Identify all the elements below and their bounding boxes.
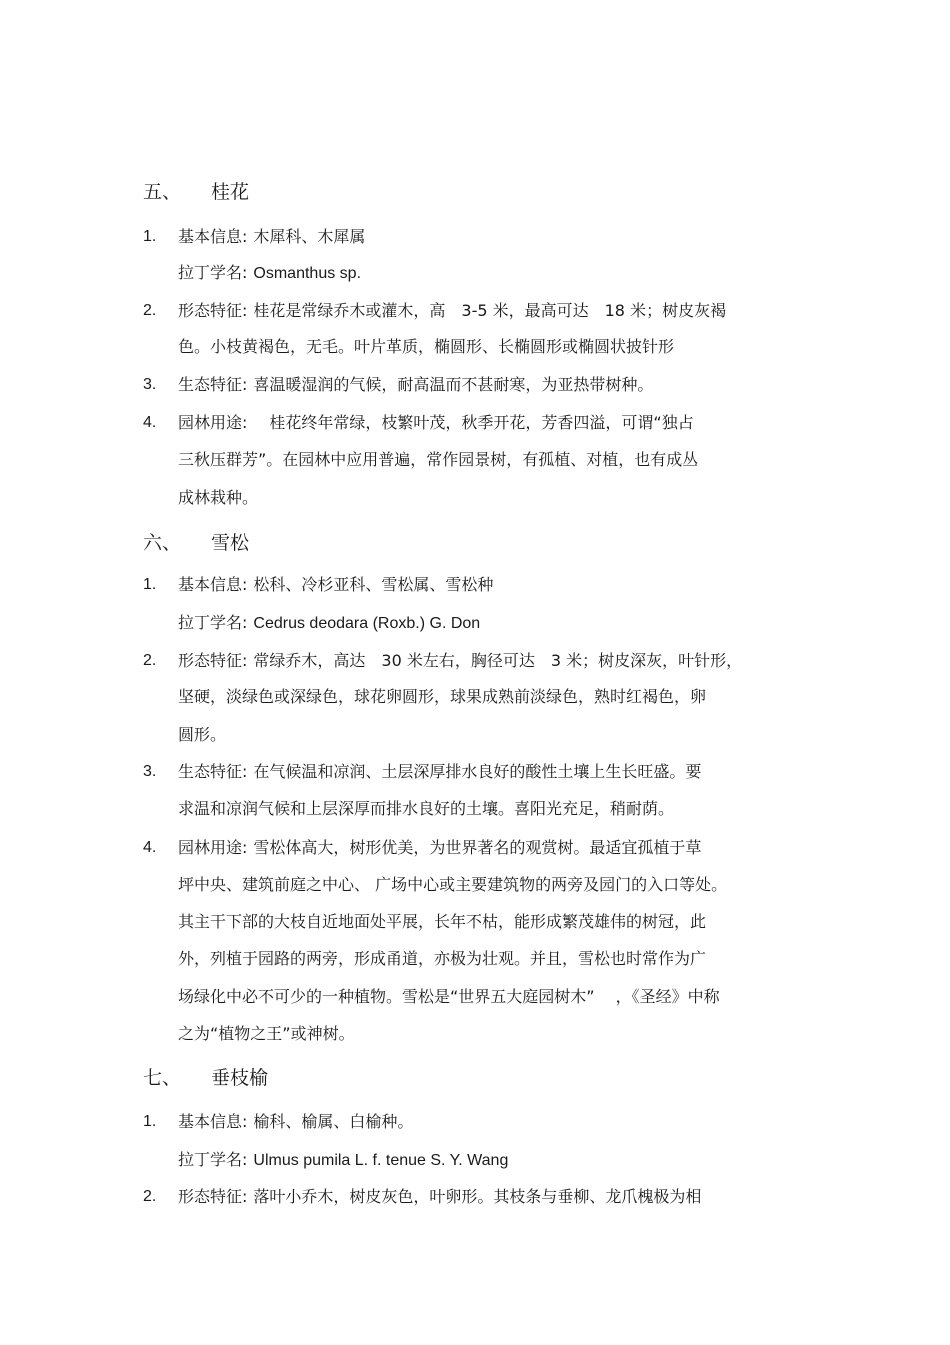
- text-line: 坪中央、建筑前庭之中心、 广场中心或主要建筑物的两旁及园门的入口等处。: [178, 875, 728, 894]
- text-line: [178, 1111, 413, 1133]
- text-line: [178, 761, 701, 783]
- section-title: [143, 1066, 268, 1090]
- item-text: 松科、冷杉亚科、雪松属、雪松种: [253, 575, 494, 594]
- item-label: 拉丁学名:: [178, 1150, 248, 1169]
- item-number: 3.: [143, 763, 157, 780]
- text-line: [178, 612, 480, 635]
- text-line: 场绿化中必不可少的一种植物。雪松是“世界五大庭园树木” ，《圣经》中称: [178, 987, 720, 1006]
- item-number: 1.: [143, 576, 157, 593]
- item-text: 榆科、榆属、白榆种。: [253, 1112, 414, 1131]
- text-line: [178, 574, 493, 596]
- item-number: 4.: [143, 839, 157, 856]
- text-line: [178, 374, 653, 396]
- item-label: 园林用途:: [178, 413, 248, 432]
- text-line: 色。小枝黄褐色，无毛。叶片革质，椭圆形、长椭圆形或椭圆状披针形: [178, 337, 675, 356]
- item-number: 2.: [143, 652, 157, 669]
- item-number: 2.: [143, 302, 157, 319]
- item-label: 生态特征:: [178, 762, 248, 781]
- item-label: 基本信息:: [178, 227, 248, 246]
- latin-name: Osmanthus sp.: [253, 265, 362, 282]
- section-number: 六、: [143, 532, 182, 554]
- text-line: [178, 1186, 701, 1208]
- section-title: [143, 180, 249, 204]
- item-label: 基本信息:: [178, 1112, 248, 1131]
- item-text: 在气候温和凉润、土层深厚排水良好的酸性土壤上生长旺盛。要: [253, 762, 702, 781]
- item-text: 木犀科、木犀属: [253, 227, 366, 246]
- text-line: 其主干下部的大枝自近地面处平展，长年不枯，能形成繁茂雄伟的树冠，此: [178, 912, 707, 931]
- item-label: 形态特征:: [178, 651, 248, 670]
- text-line: [178, 412, 694, 434]
- item-label: 生态特征:: [178, 375, 248, 394]
- text-line: [178, 300, 726, 322]
- section-title: [143, 531, 249, 555]
- text-line: [178, 1149, 508, 1172]
- latin-name: Cedrus deodara (Roxb.) G. Don: [253, 615, 481, 632]
- item-label: 基本信息:: [178, 575, 248, 594]
- item-label: 形态特征:: [178, 1187, 248, 1206]
- text-line: 求温和凉润气候和上层深厚而排水良好的土壤。喜阳光充足，稍耐荫。: [178, 799, 675, 818]
- section-heading: 雪松: [211, 532, 250, 554]
- text-line: [178, 226, 365, 248]
- item-label: 拉丁学名:: [178, 613, 248, 632]
- item-text: 桂花终年常绿，枝繁叶茂，秋季开花，芳香四溢，可谓“独占: [253, 413, 694, 432]
- text-line: [178, 262, 361, 285]
- text-line: 三秋压群芳”。在园林中应用普遍，常作园景树，有孤植、对植，也有成丛: [178, 450, 699, 469]
- text-line: [178, 650, 742, 672]
- item-text: 桂花是常绿乔木或灌木，高 3-5 米，最高可达 18 米；树皮灰褐: [253, 301, 727, 320]
- item-text: 喜温暖湿润的气候，耐高温而不甚耐寒，为亚热带树种。: [253, 375, 654, 394]
- text-line: 外，列植于园路的两旁，形成甬道，亦极为壮观。并且，雪松也时常作为广: [178, 949, 707, 968]
- item-number: 3.: [143, 376, 157, 393]
- section-number: 五、: [143, 181, 182, 203]
- item-number: 1.: [143, 228, 157, 245]
- section-heading: 垂枝榆: [211, 1067, 269, 1089]
- item-number: 4.: [143, 414, 157, 431]
- text-line: [178, 837, 701, 859]
- section-heading: 桂花: [211, 181, 250, 203]
- item-label: 拉丁学名:: [178, 263, 248, 282]
- item-number: 1.: [143, 1113, 157, 1130]
- text-line: 坚硬，淡绿色或深绿色，球花卵圆形，球果成熟前淡绿色，熟时红褐色，卵: [178, 687, 707, 706]
- item-text: 落叶小乔木，树皮灰色，叶卵形。其枝条与垂柳、龙爪槐极为相: [253, 1187, 702, 1206]
- item-label: 园林用途:: [178, 838, 248, 857]
- latin-name: Ulmus pumila L. f. tenue S. Y. Wang: [253, 1152, 509, 1169]
- item-label: 形态特征:: [178, 301, 248, 320]
- item-text: 常绿乔木，高达 30 米左右，胸径可达 3 米；树皮深灰，叶针形，: [253, 651, 743, 670]
- section-number: 七、: [143, 1067, 182, 1089]
- item-text: 雪松体高大，树形优美，为世界著名的观赏树。最适宜孤植于草: [253, 838, 702, 857]
- item-number: 2.: [143, 1188, 157, 1205]
- text-line: 圆形。: [178, 725, 227, 744]
- text-line: 之为“植物之王”或神树。: [178, 1024, 355, 1043]
- text-line: 成林栽种。: [178, 488, 259, 507]
